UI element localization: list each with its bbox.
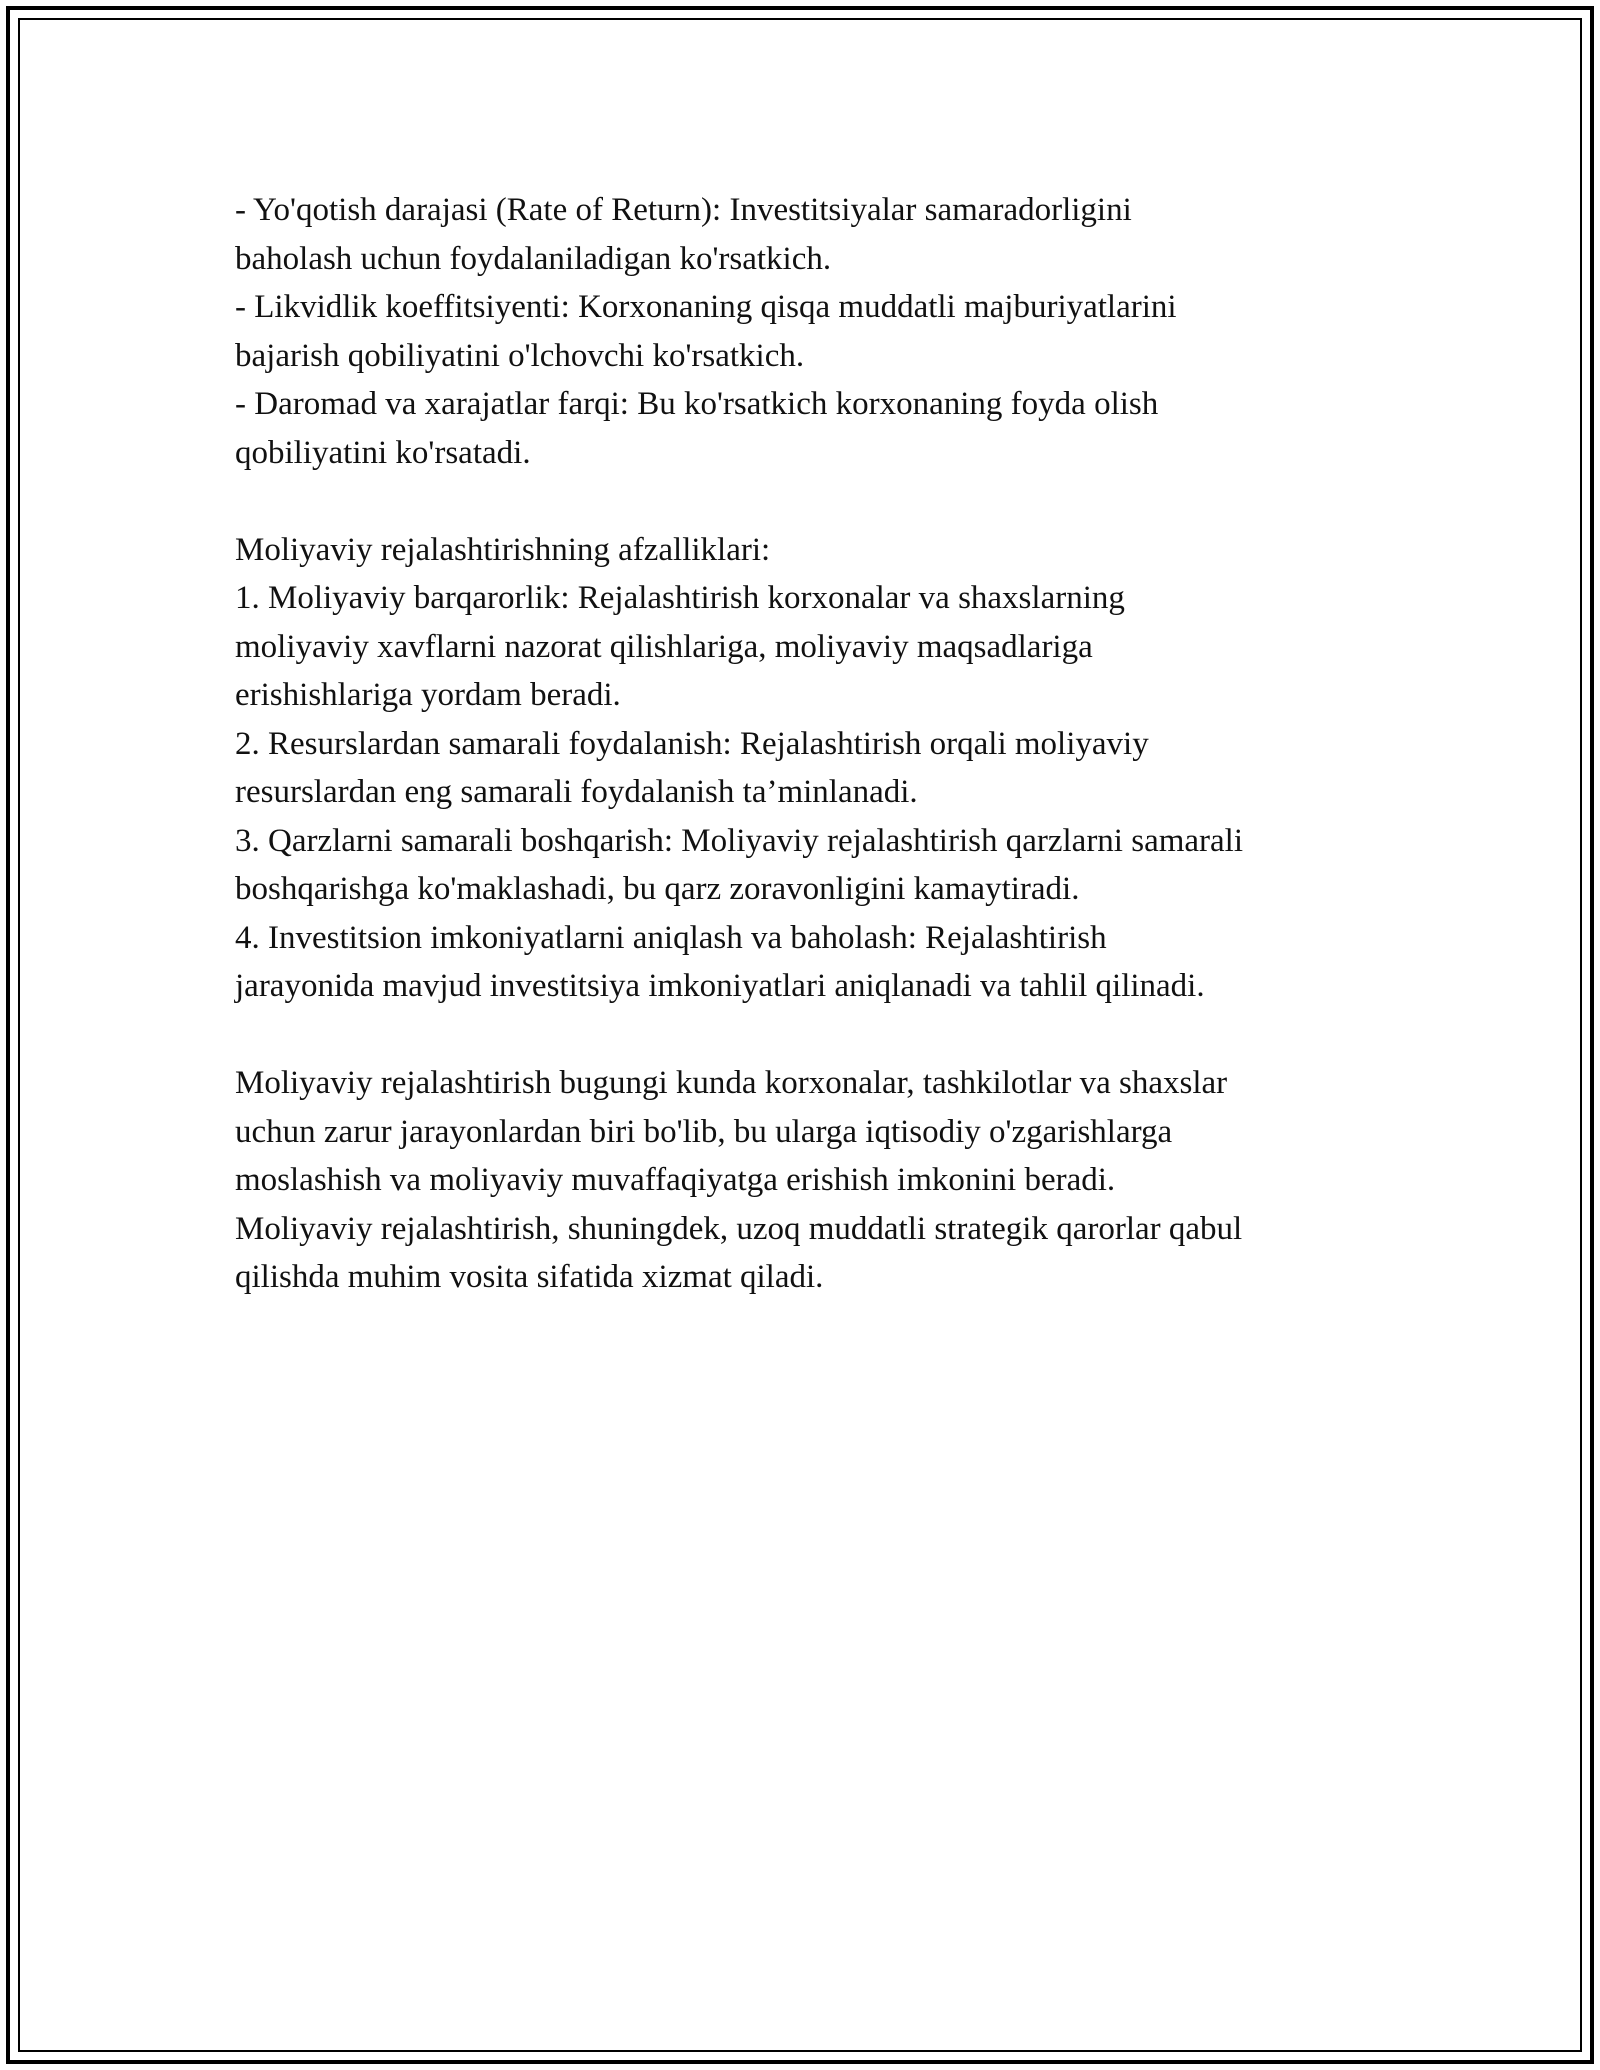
paragraph-gap [235, 1011, 1415, 1060]
text-line: resurslardan eng samarali foydalanish ta’minlanadi. [235, 774, 918, 810]
text-line: Moliyaviy rejalashtirish bugungi kunda korxonalar, tashkilotlar va shaxslar [235, 1065, 1228, 1101]
text-line: jarayonida mavjud investitsiya imkoniyatlari aniqlanadi va tahlil qilinadi. [235, 968, 1205, 1004]
conclusion-paragraph [235, 1059, 1415, 1302]
metric-item-income-expense [235, 380, 1415, 477]
text-line: moliyaviy xavflarni nazorat qilishlariga, moliyaviy maqsadlariga [235, 628, 1093, 665]
advantage-item-4 [235, 914, 1415, 1011]
advantages-heading: Moliyaviy rejalashtirishning afzalliklari: [235, 531, 771, 568]
document-body [235, 186, 1415, 1302]
text-line: qobiliyatini ko'rsatadi. [235, 434, 531, 471]
advantage-item-1 [235, 574, 1415, 720]
advantage-item-3 [235, 817, 1415, 914]
text-line: - Likvidlik koeffitsiyenti: Korxonaning qisqa muddatli majburiyatlarini [235, 289, 1177, 325]
text-line: Moliyaviy rejalashtirish, shuningdek, uzoq muddatli strategik qarorlar qabul [235, 1210, 1243, 1247]
text-line: boshqarishga ko'maklashadi, bu qarz zoravonligini kamaytiradi. [235, 871, 1080, 907]
text-line: 1. Moliyaviy barqarorlik: Rejalashtirish korxonalar va shaxslarning [235, 580, 1125, 616]
metric-item-rate-of-return [235, 186, 1415, 283]
text-line: 3. Qarzlarni samarali boshqarish: Moliyaviy rejalashtirish qarzlarni samarali [235, 822, 1243, 859]
advantages-list [235, 574, 1415, 1011]
text-line: - Yo'qotish darajasi (Rate of Return): Investitsiyalar samaradorligini [235, 192, 1132, 228]
metrics-list [235, 186, 1415, 477]
advantage-item-2 [235, 720, 1415, 817]
text-line: 4. Investitsion imkoniyatlarni aniqlash va baholash: Rejalashtirish [235, 919, 1107, 956]
text-line: baholash uchun foydalaniladigan ko'rsatkich. [235, 240, 832, 277]
text-line: 2. Resurslardan samarali foydalanish: Rejalashtirish orqali moliyaviy [235, 725, 1149, 762]
text-line: moslashish va moliyaviy muvaffaqiyatga erishish imkonini beradi. [235, 1162, 1116, 1198]
text-line: erishishlariga yordam beradi. [235, 677, 621, 713]
text-line: bajarish qobiliyatini o'lchovchi ko'rsatkich. [235, 337, 805, 374]
text-line: qilishda muhim vosita sifatida xizmat qiladi. [235, 1259, 824, 1295]
metric-item-liquidity [235, 283, 1415, 380]
text-line: - Daromad va xarajatlar farqi: Bu ko'rsatkich korxonaning foyda olish [235, 386, 1159, 422]
paragraph-gap [235, 477, 1415, 526]
text-line: uchun zarur jarayonlardan biri bo'lib, bu ularga iqtisodiy o'zgarishlarga [235, 1113, 1173, 1150]
